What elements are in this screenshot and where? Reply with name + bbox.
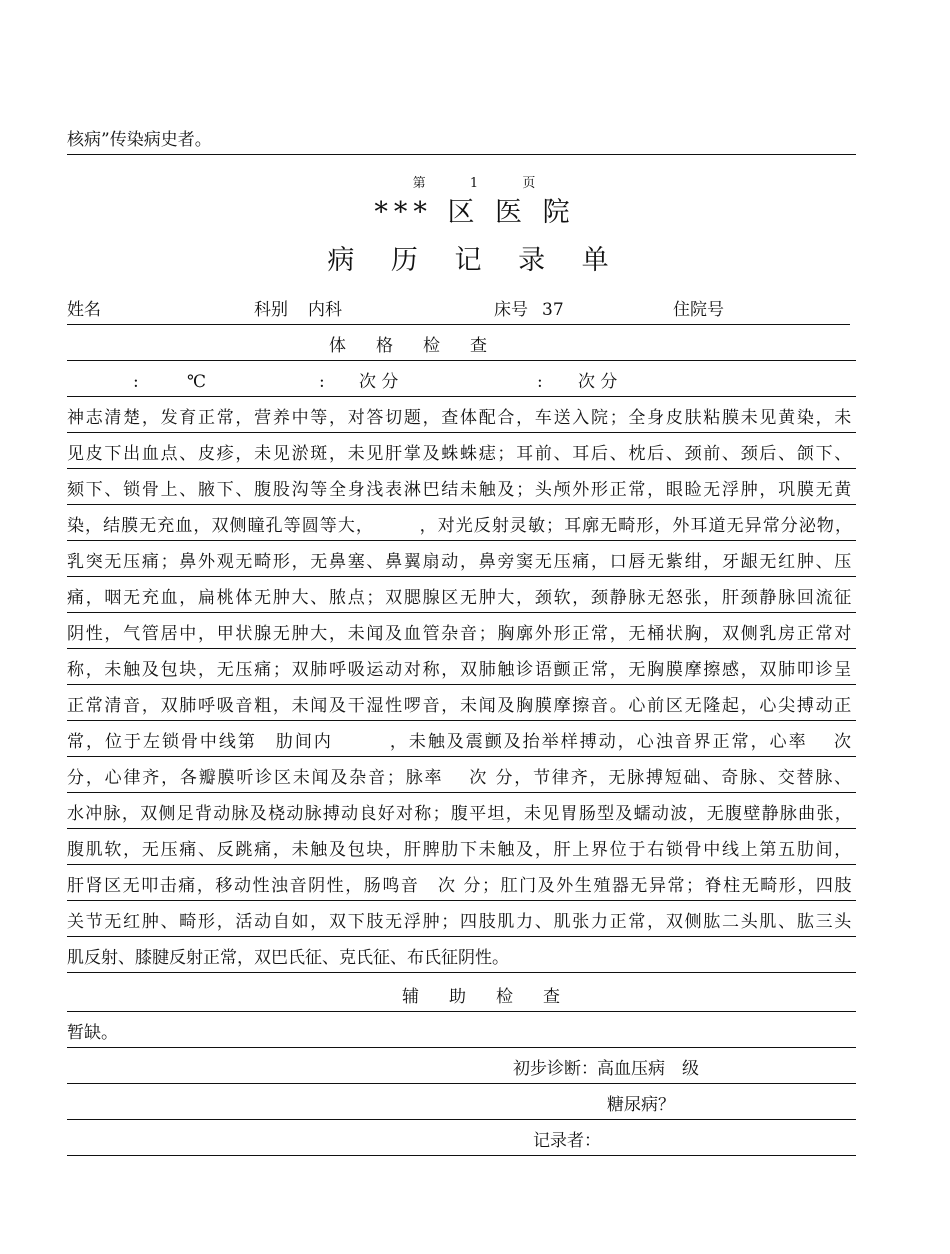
exam-line-text: 称，未触及包块，无压痛；双肺呼吸运动对称，双肺触诊语颤正常，无胸膜摩擦感，双肺叩诊呈 <box>67 660 853 680</box>
admission-number-label: 住院号 <box>673 300 724 320</box>
exam-line <box>67 830 856 865</box>
exam-line-text: 神志清楚，发育正常，营养中等，对答切题，查体配合，车送入院；全身皮肤粘膜未见黄染，未 <box>67 408 853 428</box>
page-suffix: 页 <box>522 176 538 191</box>
page-number <box>0 172 950 191</box>
diagnosis-line <box>67 1049 856 1084</box>
name-label: 姓名 <box>67 300 101 320</box>
exam-line <box>67 758 856 793</box>
diagnosis-line-2 <box>67 1085 856 1120</box>
dept-label: 科别 <box>254 300 288 320</box>
bed-label: 床号 <box>494 300 528 320</box>
carryover-line <box>67 120 856 155</box>
exam-line <box>67 578 856 613</box>
exam-line-text: 肌反射、膝腱反射正常，双巴氏征、克氏征、布氏征阴性。 <box>67 948 509 968</box>
patient-info-line <box>67 290 850 325</box>
exam-line <box>67 506 856 541</box>
exam-line-text: 痛，咽无充血，扁桃体无肿大、脓点；双腮腺区无肿大，颈软，颈静脉无怒张，肝颈静脉回流征 <box>67 588 853 608</box>
pulse-unit: 次 分 <box>359 372 399 392</box>
exam-line <box>67 470 856 505</box>
exam-line <box>67 398 856 433</box>
form-title: 病 历 记 录 单 <box>327 245 623 276</box>
recorder-label: 记录者： <box>533 1131 601 1151</box>
exam-line <box>67 938 856 973</box>
recorder-line <box>67 1121 856 1156</box>
exam-line <box>67 686 856 721</box>
respiration-unit: 次 分 <box>578 372 618 392</box>
exam-line <box>67 542 856 577</box>
exam-section-title: 体格检查 <box>329 336 517 356</box>
exam-line <box>67 722 856 757</box>
temperature-colon: : <box>133 372 139 392</box>
exam-line <box>67 866 856 901</box>
aux-result-line <box>67 1013 856 1048</box>
diagnosis-secondary: 糖尿病？ <box>607 1095 675 1115</box>
exam-line <box>67 434 856 469</box>
exam-line-text: 颏下、锁骨上、腋下、腹股沟等全身浅表淋巴结未触及；头颅外形正常，眼睑无浮肿，巩膜无黄 <box>67 480 853 500</box>
diagnosis-label: 初步诊断： <box>513 1059 598 1079</box>
exam-line-text: 见皮下出血点、皮疹，未见淤斑，未见肝掌及蛛蛛痣；耳前、耳后、枕后、颈前、颈后、颌下、 <box>67 444 853 464</box>
pulse-colon: : <box>319 372 325 392</box>
exam-line-text: 水冲脉，双侧足背动脉及桡动脉搏动良好对称；腹平坦，未见胃肠型及蠕动波，无腹壁静脉曲张， <box>67 804 853 824</box>
diagnosis-primary: 高血压病 级 <box>597 1059 699 1079</box>
page-prefix: 第 <box>412 176 428 191</box>
temperature-unit: ℃ <box>187 372 207 392</box>
exam-line-text: 阴性，气管居中，甲状腺无肿大，未闻及血管杂音；胸廓外形正常，无桶状胸，双侧乳房正常对 <box>67 624 853 644</box>
exam-line <box>67 902 856 937</box>
page-number-value: 1 <box>469 176 481 191</box>
exam-line-text: 正常清音，双肺呼吸音粗，未闻及干湿性啰音，未闻及胸膜摩擦音。心前区无隆起，心尖搏动正 <box>67 696 853 716</box>
aux-result-text: 暂缺。 <box>67 1023 118 1043</box>
exam-line-text: 常，位于左锁骨中线第 肋间内 ，未触及震颤及抬举样搏动，心浊音界正常，心率 次 <box>67 732 853 752</box>
exam-line-text: 关节无红肿、畸形，活动自如，双下肢无浮肿；四肢肌力、肌张力正常，双侧肱二头肌、肱三头 <box>67 912 853 932</box>
exam-line <box>67 650 856 685</box>
dept-value: 内科 <box>308 300 342 320</box>
exam-section-line <box>67 326 856 361</box>
exam-line-text: 染，结膜无充血，双侧瞳孔等圆等大， ，对光反射灵敏；耳廓无畸形，外耳道无异常分泌物， <box>67 516 853 536</box>
bed-value: 37 <box>542 300 564 320</box>
aux-section-title: 辅助检查 <box>402 987 590 1007</box>
exam-line <box>67 794 856 829</box>
exam-line-text: 腹肌软，无压痛、反跳痛，未触及包块，肝脾肋下未触及，肝上界位于右锁骨中线上第五肋间， <box>67 840 853 860</box>
hospital-name: *** 区 医 院 <box>374 197 576 228</box>
vitals-line <box>67 362 856 397</box>
respiration-colon: : <box>537 372 543 392</box>
exam-line-text: 分，心律齐，各瓣膜听诊区未闻及杂音；脉率 次 分，节律齐，无脉搏短础、奇脉、交替脉、 <box>67 768 853 788</box>
aux-section-line <box>67 977 856 1012</box>
carryover-text: 核病”传染病史者。 <box>67 130 212 150</box>
exam-line-text: 肝肾区无叩击痛，移动性浊音阴性，肠鸣音 次 分；肛门及外生殖器无异常；脊柱无畸形，四肢 <box>67 876 853 896</box>
exam-line-text: 乳突无压痛；鼻外观无畸形，无鼻塞、鼻翼扇动，鼻旁窦无压痛，口唇无紫绀，牙龈无红肿、压 <box>67 552 853 572</box>
exam-line <box>67 614 856 649</box>
